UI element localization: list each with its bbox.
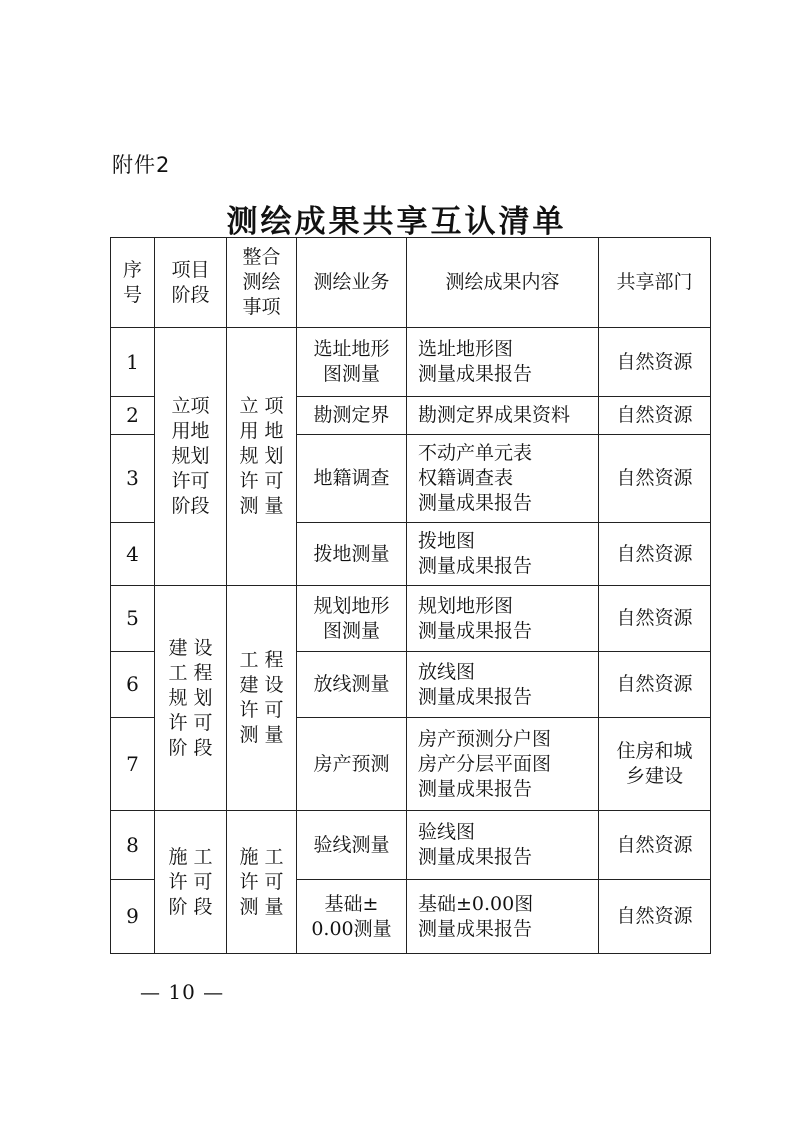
business-cell: 地籍调查 <box>297 435 407 523</box>
stage-cell: 施 工 许 可 阶 段 <box>155 811 227 954</box>
dept-cell: 自然资源 <box>599 523 711 586</box>
results-cell: 勘测定界成果资料 <box>407 397 599 435</box>
row-number: 6 <box>111 652 155 718</box>
business-cell: 房产预测 <box>297 718 407 811</box>
dept-cell: 自然资源 <box>599 397 711 435</box>
results-cell: 房产预测分户图 房产分层平面图 测量成果报告 <box>407 718 599 811</box>
row-number: 3 <box>111 435 155 523</box>
header-stage: 项目 阶段 <box>155 238 227 328</box>
row-number: 1 <box>111 328 155 397</box>
header-row <box>111 238 711 328</box>
results-cell: 基础±0.00图 测量成果报告 <box>407 880 599 954</box>
dept-cell: 自然资源 <box>599 586 711 652</box>
dept-cell: 自然资源 <box>599 652 711 718</box>
results-cell: 验线图 测量成果报告 <box>407 811 599 880</box>
table-row <box>111 811 711 880</box>
header-business: 测绘业务 <box>297 238 407 328</box>
dept-cell: 自然资源 <box>599 328 711 397</box>
document-title: 测绘成果共享互认清单 <box>226 204 567 240</box>
header-dept: 共享部门 <box>599 238 711 328</box>
row-number: 2 <box>111 397 155 435</box>
business-cell: 放线测量 <box>297 652 407 718</box>
stage-cell: 建 设 工 程 规 划 许 可 阶 段 <box>155 586 227 811</box>
business-cell: 选址地形 图测量 <box>297 328 407 397</box>
row-number: 7 <box>111 718 155 811</box>
business-cell: 规划地形 图测量 <box>297 586 407 652</box>
dept-cell: 自然资源 <box>599 811 711 880</box>
attachment-label: 附件2 <box>112 153 171 177</box>
dept-cell: 住房和城 乡建设 <box>599 718 711 811</box>
dept-cell: 自然资源 <box>599 435 711 523</box>
integrated-item-cell: 立 项 用 地 规 划 许 可 测 量 <box>227 328 297 586</box>
dept-cell: 自然资源 <box>599 880 711 954</box>
business-cell: 勘测定界 <box>297 397 407 435</box>
business-cell: 拨地测量 <box>297 523 407 586</box>
results-cell: 不动产单元表 权籍调查表 测量成果报告 <box>407 435 599 523</box>
sharing-list-table <box>110 237 711 954</box>
table-row <box>111 586 711 652</box>
results-cell: 拨地图 测量成果报告 <box>407 523 599 586</box>
header-seq: 序 号 <box>111 238 155 328</box>
row-number: 8 <box>111 811 155 880</box>
header-integrated-item: 整合 测绘 事项 <box>227 238 297 328</box>
results-cell: 放线图 测量成果报告 <box>407 652 599 718</box>
stage-cell: 立项 用地 规划 许可 阶段 <box>155 328 227 586</box>
row-number: 9 <box>111 880 155 954</box>
header-results: 测绘成果内容 <box>407 238 599 328</box>
row-number: 4 <box>111 523 155 586</box>
row-number: 5 <box>111 586 155 652</box>
integrated-item-cell: 工 程 建 设 许 可 测 量 <box>227 586 297 811</box>
page-number: — 10 — <box>140 980 225 1004</box>
business-cell: 验线测量 <box>297 811 407 880</box>
integrated-item-cell: 施 工 许 可 测 量 <box>227 811 297 954</box>
results-cell: 规划地形图 测量成果报告 <box>407 586 599 652</box>
table-row <box>111 328 711 397</box>
results-cell: 选址地形图 测量成果报告 <box>407 328 599 397</box>
business-cell: 基础± 0.00测量 <box>297 880 407 954</box>
